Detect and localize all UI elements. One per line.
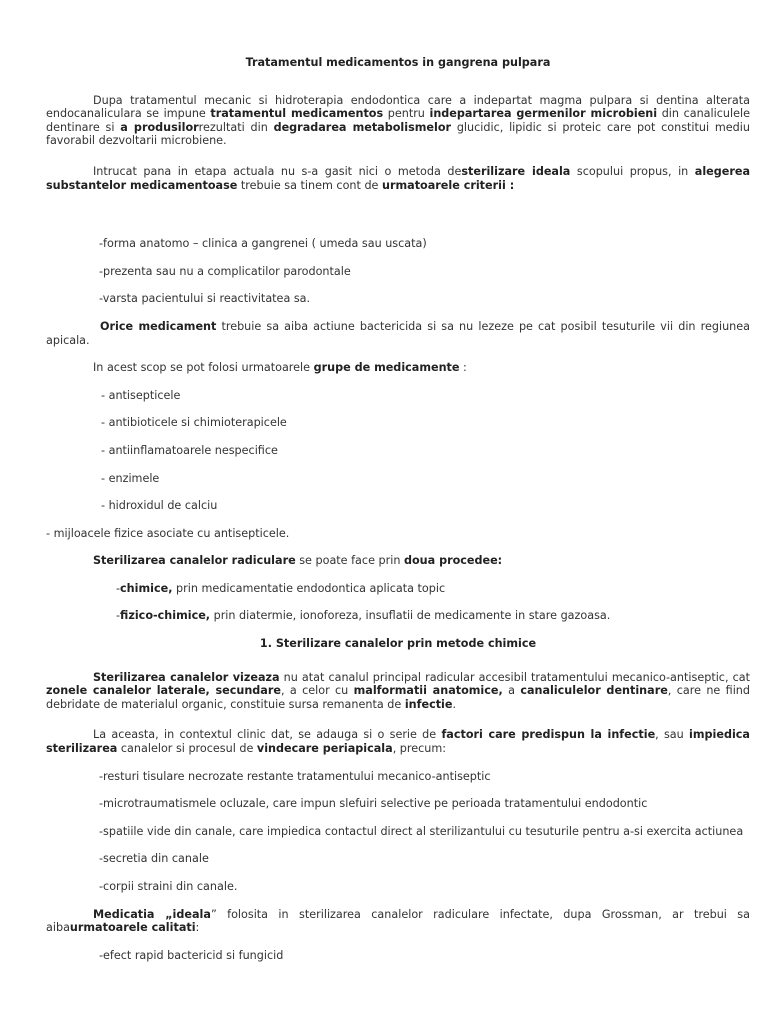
text: rezultati din <box>198 120 274 134</box>
group-item: - hidroxidul de calciu <box>101 499 218 513</box>
factor-item: -microtraumatismele ocluzale, care impun slefuiri selective pe perioada tratamentului endodontic <box>99 797 648 811</box>
group-item: - antiinflamatoarele nespecifice <box>101 443 278 457</box>
text: se poate face prin <box>295 554 404 568</box>
criteria-item: -varsta pacientului si reactivitatea sa. <box>99 292 311 306</box>
bold-text: malformatii anatomice, <box>353 684 503 698</box>
bold-text: canaliculelor dentinare <box>520 684 668 698</box>
paragraph-factors-intro <box>46 728 750 755</box>
criteria-item: -prezenta sau nu a complicatilor parodontale <box>99 264 351 278</box>
text: , a celor cu <box>280 684 354 698</box>
paragraph-sterilization <box>46 671 750 712</box>
paragraph-ideal-medication <box>46 908 750 935</box>
text: , precum: <box>392 742 447 756</box>
bold-text: zonele canalelor laterale, secundare <box>46 684 281 698</box>
text: prin medicamentatie endodontica aplicata topic <box>172 581 446 595</box>
text: Dupa tratamentul mecanic si hidroterapia endodontica care a indepartat magma pulpara si dentina alterata endocanaliculara se impune <box>46 93 750 121</box>
text: : <box>459 361 467 375</box>
text: . <box>452 697 457 711</box>
text: scopului propus, in <box>570 164 695 178</box>
text: pentru <box>383 107 430 121</box>
text: trebuie sa tinem cont de <box>237 178 382 192</box>
paragraph-intro <box>46 94 750 148</box>
text: trebuie sa aiba actiune bactericida si sa nu lezeze pe cat posibil tesuturile vii din regiunea apicala. <box>46 319 750 347</box>
text: , sau <box>655 728 690 742</box>
bold-text: doua procedee: <box>403 554 503 568</box>
group-item: - mijloacele fizice asociate cu antisepticele. <box>46 526 290 540</box>
paragraph-procedures-intro <box>46 554 750 568</box>
text: ” folosita in sterilizarea canalelor radiculare infectate, dupa Grossman, ar trebui sa aiba <box>46 907 750 935</box>
bold-text: factori care predispun la infectie <box>441 728 656 742</box>
bold-text: fizico-chimice, <box>120 609 211 623</box>
paragraph-groups-intro <box>46 361 750 375</box>
text: - <box>116 609 121 623</box>
factor-item: -resturi tisulare necrozate restante tratamentului mecanico-antiseptic <box>99 769 491 783</box>
bold-text: urmatoarele criterii : <box>382 178 515 192</box>
group-item: - enzimele <box>101 471 160 485</box>
factor-item: -spatiile vide din canale, care impiedica contactul direct al sterilizantului cu tesuturile pentru a-si exercita actiunea <box>99 824 744 838</box>
paragraph-criteria-intro <box>46 165 750 192</box>
bold-text: tratamentul medicamentos <box>210 107 384 121</box>
bold-text: vindecare periapicala <box>256 742 393 756</box>
procedure-item <box>46 582 750 596</box>
text: Intrucat pana in etapa actuala nu s-a gasit nici o metoda de <box>93 164 462 178</box>
text: nu atat canalul principal radicular accesibil tratamentului mecanico-antiseptic, cat <box>279 670 750 684</box>
group-item: - antisepticele <box>101 388 181 402</box>
factor-item: -secretia din canale <box>99 852 209 866</box>
group-item: - antibioticele si chimioterapicele <box>101 416 287 430</box>
bold-text: a produsilor <box>120 120 199 134</box>
paragraph-medicament <box>46 320 750 347</box>
bold-text: Orice medicament <box>100 319 217 333</box>
text: a <box>502 684 521 698</box>
bold-text: chimice, <box>120 581 173 595</box>
text: La aceasta, in contextul clinic dat, se adauga si o serie de <box>93 728 442 742</box>
bold-text: infectie <box>404 697 453 711</box>
bold-text: alegerea substantelor medicamentoase <box>46 164 751 192</box>
quality-item: -efect rapid bactericid si fungicid <box>99 948 284 962</box>
document-title: Tratamentul medicamentos in gangrena pulpara <box>245 56 551 69</box>
text: glucidic, lipidic si proteic care pot constitui mediu favorabil dezvoltarii microbiene. <box>46 120 750 148</box>
text: In acest scop se pot folosi urmatoarele <box>93 361 314 375</box>
bold-text: degradarea metabolismelor <box>273 120 452 134</box>
text: din canaliculele dentinare si <box>46 107 750 134</box>
bold-text: indepartarea germenilor microbieni <box>429 107 658 121</box>
text: : <box>195 921 200 935</box>
text: prin diatermie, ionoforeza, insuflatii de medicamente in stare gazoasa. <box>210 609 611 623</box>
text: canalelor si procesul de <box>117 742 257 756</box>
bold-text: Medicatia „ideala <box>93 907 211 921</box>
bold-text: grupe de medicamente <box>313 361 460 375</box>
section-subtitle: 1. Sterilizare canalelor prin metode chimice <box>259 637 537 651</box>
bold-text: Sterilizarea canalelor radiculare <box>93 554 296 568</box>
bold-text: impiedica sterilizarea <box>46 728 750 756</box>
text: , care ne fiind debridate de materialul organic, constituie sursa remanenta de <box>46 684 750 711</box>
bold-text: Sterilizarea canalelor vizeaza <box>93 670 280 684</box>
factor-item: -corpii straini din canale. <box>99 880 238 893</box>
criteria-item: -forma anatomo – clinica a gangrenei ( umeda sau uscata) <box>99 237 427 251</box>
text: - <box>116 581 121 595</box>
bold-text: sterilizare ideala <box>461 164 571 178</box>
procedure-item <box>46 609 750 623</box>
bold-text: urmatoarele calitati <box>69 921 196 935</box>
